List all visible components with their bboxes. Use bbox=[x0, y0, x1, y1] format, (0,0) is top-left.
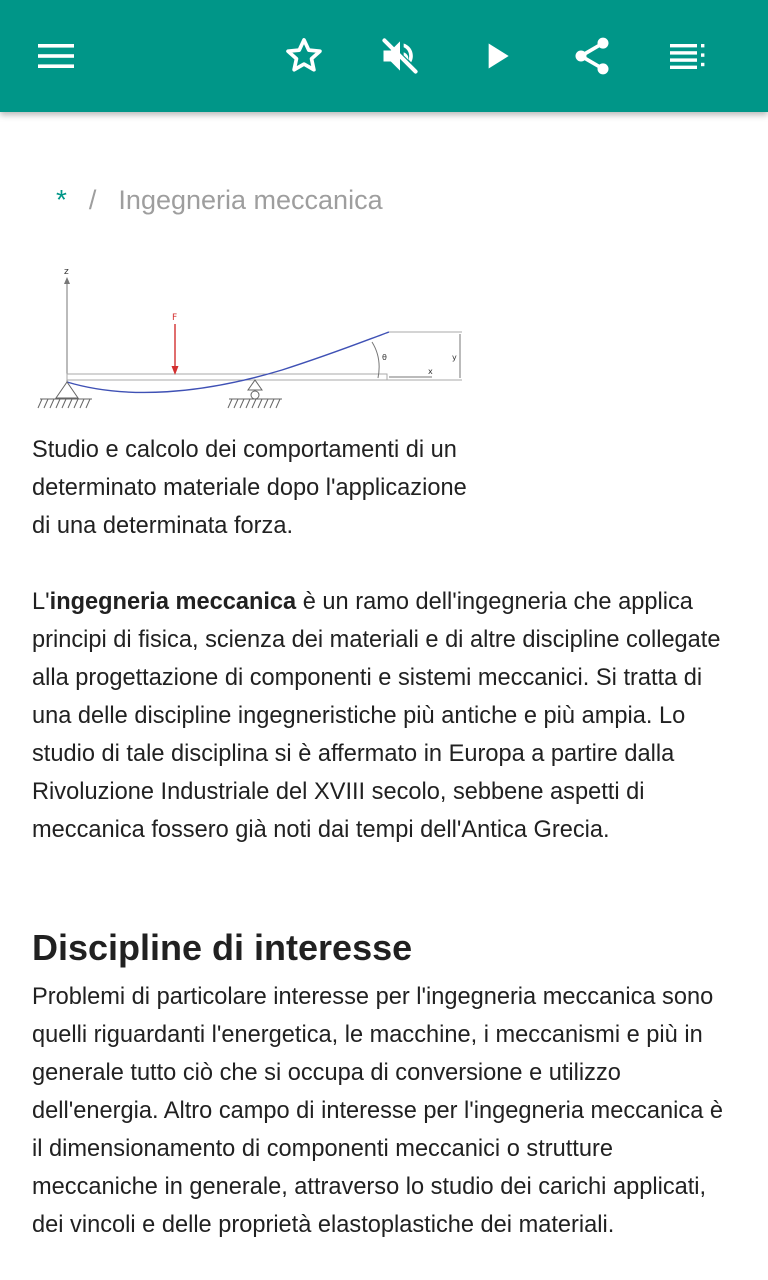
ground-hatch-right bbox=[228, 399, 280, 408]
volume-off-icon bbox=[378, 34, 422, 78]
play-icon bbox=[477, 36, 517, 76]
figure-caption: Studio e calcolo dei comportamenti di un determinato materiale dopo l'applicazione di una determinata forza. bbox=[32, 437, 467, 539]
intro-prefix: L' bbox=[32, 589, 50, 615]
table-of-contents-button[interactable] bbox=[660, 28, 716, 84]
section-paragraph: Problemi di particolare interesse per l'ingegneria meccanica sono quelli riguardanti l'energetica, le macchine, i meccanismi e più in generale tutto ciò che si occupa di conversione e utilizzo dell'energia. Altro campo di interesse per l'ingegneria meccanica è il dimensionamento di componenti meccanici o strutture meccaniche in generale, attraverso lo studio dei carichi applicati, dei vincoli e delle proprietà elastoplastiche dei materiali. bbox=[32, 984, 723, 1238]
section-heading: Discipline di interesse bbox=[32, 927, 413, 968]
hamburger-menu-icon bbox=[36, 36, 76, 76]
undeformed-beam bbox=[67, 374, 387, 380]
beam-deflection-diagram bbox=[32, 262, 472, 422]
intro-paragraph bbox=[32, 583, 732, 849]
theta-arc bbox=[372, 342, 379, 378]
intro-bold-term: ingegneria meccanica bbox=[49, 589, 297, 615]
list-icon bbox=[668, 36, 708, 76]
z-axis-arrow bbox=[64, 277, 70, 284]
app-toolbar bbox=[0, 0, 768, 112]
star-outline-icon bbox=[282, 34, 326, 78]
breadcrumb-home-link[interactable]: * bbox=[56, 184, 67, 215]
deflection-curve bbox=[67, 332, 389, 392]
favorite-button[interactable] bbox=[276, 28, 332, 84]
ground-hatch-left bbox=[38, 399, 90, 408]
share-button[interactable] bbox=[564, 28, 620, 84]
play-button[interactable] bbox=[469, 28, 525, 84]
breadcrumb bbox=[56, 182, 383, 218]
z-axis-label: z bbox=[64, 267, 69, 277]
intro-text: è un ramo dell'ingegneria che applica principi di fisica, scienza dei materiali e di altre discipline collegate alla progettazione di componenti e sistemi meccanici. Si tratta di una delle discipline ingegneristiche più antiche e più ampia. Lo studio di tale disciplina si è affermato in Europa a partire dalla Rivoluzione Industriale del XVIII secolo, sebbene aspetti di meccanica fossero già noti dai tempi dell'Antica Grecia. bbox=[32, 589, 721, 843]
menu-button[interactable] bbox=[28, 28, 84, 84]
breadcrumb-separator: / bbox=[88, 184, 97, 215]
breadcrumb-current: Ingegneria meccanica bbox=[118, 184, 383, 215]
mute-button[interactable] bbox=[372, 28, 428, 84]
force-label: F bbox=[172, 313, 178, 323]
roller-support-right bbox=[248, 380, 262, 390]
share-icon bbox=[570, 34, 614, 78]
theta-label: θ bbox=[382, 353, 387, 362]
x-label: x bbox=[428, 367, 433, 376]
y-label: y bbox=[452, 353, 457, 362]
